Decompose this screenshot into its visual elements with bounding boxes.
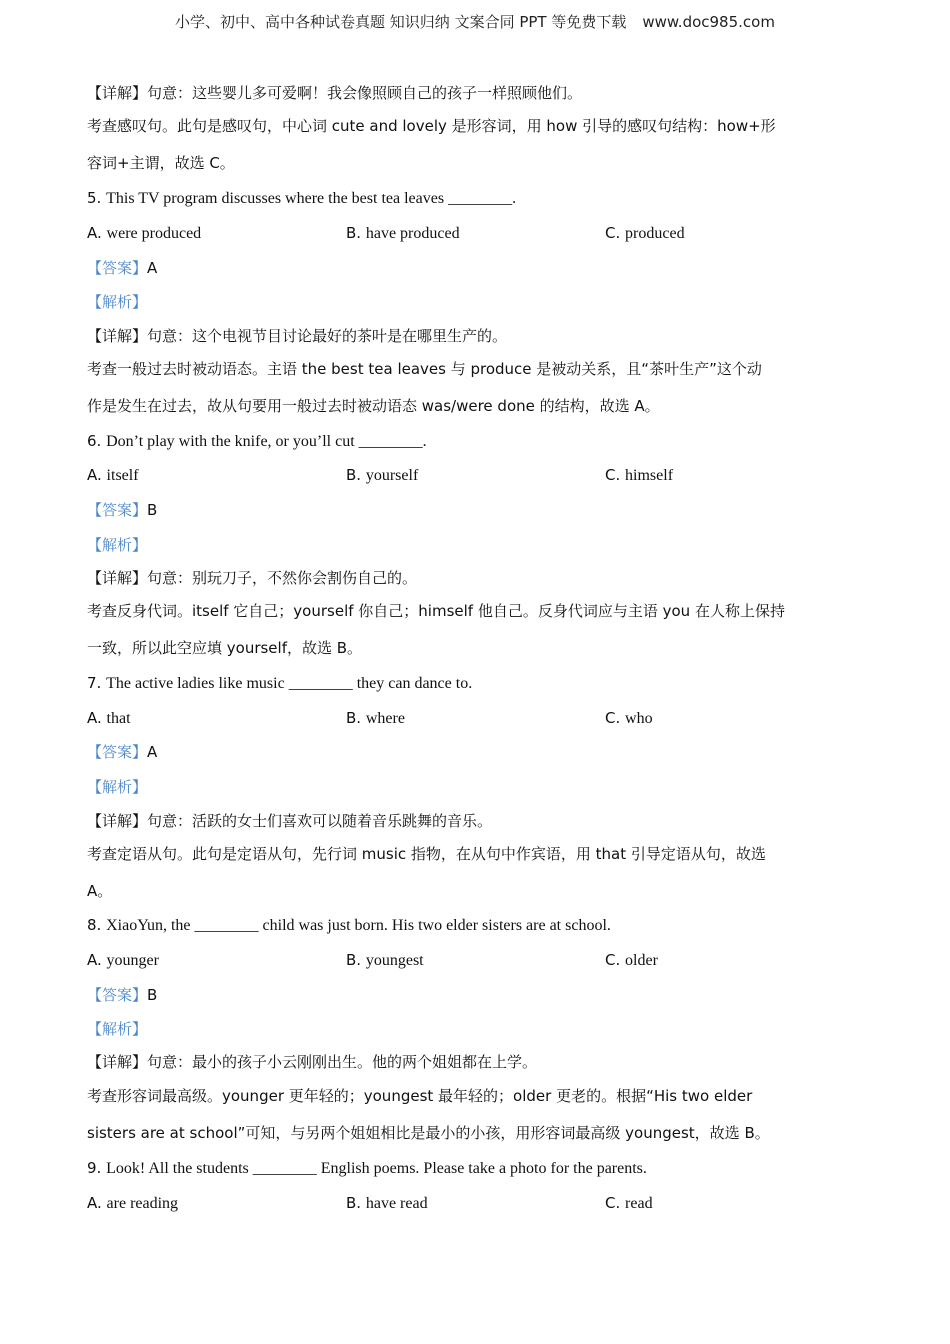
option-letter: A. [87,709,102,727]
option-text: older [625,952,658,969]
option-c [605,708,653,729]
option-letter: B. [346,1194,362,1212]
option-a [87,950,159,971]
option-letter: B. [346,709,362,727]
analysis-label: 【解析】 [87,536,148,554]
option-a [87,223,201,244]
option-letter: C. [605,951,621,969]
option-a [87,1193,178,1214]
question-8 [87,915,611,936]
option-b [346,708,405,729]
detail-text: 句意：这些婴儿多可爱啊！我会像照顾自己的孩子一样照顾他们。 [147,84,583,102]
explain-text: 作是发生在过去，故从句要用一般过去时被动语态 was/were done 的结构，故选 A。 [87,397,660,415]
option-letter: A. [87,466,102,484]
question-text: XiaoYun, the ________ child was just born. His two elder sisters are at school. [106,917,611,934]
header-url[interactable]: www.doc985.com [642,13,775,31]
option-c [605,223,685,244]
option-text: where [365,710,405,727]
detail-text: 句意：活跃的女士们喜欢可以随着音乐跳舞的音乐。 [147,812,493,830]
question-number: 6. [87,432,102,450]
option-text: that [106,710,131,727]
question-text: This TV program discusses where the best tea leaves ________. [106,190,517,207]
explain-text: 考查反身代词。itself 它自己；yourself 你自己；himself 他自己。反身代词应与主语 you 在人称上保持 [87,602,785,620]
explain-line [87,601,785,621]
explain-text: A。 [87,882,113,900]
explain-line [87,396,660,416]
explain-text: 容词+主谓，故选 C。 [87,154,235,172]
explain-line [87,844,766,864]
analysis-label: 【解析】 [87,778,148,796]
explain-line [87,638,362,658]
option-text: are reading [106,1195,179,1212]
analysis-line [87,1019,147,1039]
answer-line [87,985,157,1005]
explain-text: sisters are at school”可知，与另两个姐姐相比是最小的小孩，用形容词最高级 youngest，故选 B。 [87,1124,770,1142]
explain-text: 考查一般过去时被动语态。主语 the best tea leaves 与 produce 是被动关系，且“茶叶生产”这个动 [87,360,762,378]
option-b [346,950,424,971]
answer-label: 【答案】 [87,259,148,277]
explain-line [87,881,112,901]
analysis-line [87,292,147,312]
option-a [87,708,131,729]
answer-label: 【答案】 [87,501,148,519]
option-text: who [625,710,653,727]
option-b [346,465,418,486]
option-letter: B. [346,466,362,484]
option-letter: A. [87,1194,102,1212]
option-text: youngest [365,952,424,969]
page-header [0,11,950,32]
question-text: Look! All the students ________ English poems. Please take a photo for the parents. [106,1160,647,1177]
question-7 [87,673,472,694]
explain-line [87,116,776,136]
option-text: younger [106,952,159,969]
answer-line [87,258,157,278]
question-6 [87,431,427,452]
analysis-line [87,777,147,797]
question-9 [87,1158,647,1179]
option-text: have produced [365,225,460,242]
option-a [87,465,139,486]
detail-text: 句意：这个电视节目讨论最好的茶叶是在哪里生产的。 [147,327,508,345]
detail-label: 【详解】 [87,1053,148,1071]
option-b [346,223,460,244]
detail-text: 句意：最小的孩子小云刚刚出生。他的两个姐姐都在上学。 [147,1053,538,1071]
detail-label: 【详解】 [87,327,148,345]
answer-value: B [147,501,158,519]
question-number: 9. [87,1159,102,1177]
explain-text: 考查形容词最高级。younger 更年轻的；youngest 最年轻的；older 更老的。根据“His two elder [87,1087,753,1105]
detail-line [87,326,507,346]
question-number: 5. [87,189,102,207]
option-c [605,465,673,486]
header-text: 小学、初中、高中各种试卷真题 知识归纳 文案合同 PPT 等免费下载 [175,13,627,31]
question-text: The active ladies like music ________ they can dance to. [106,675,473,692]
option-text: yourself [365,467,419,484]
analysis-label: 【解析】 [87,1020,148,1038]
explain-text: 一致，所以此空应填 yourself，故选 B。 [87,639,363,657]
question-5 [87,188,516,209]
answer-value: B [147,986,158,1004]
explain-line [87,359,762,379]
option-letter: C. [605,466,621,484]
explain-line [87,1123,770,1143]
analysis-line [87,535,147,555]
explain-text: 考查感叹句。此句是感叹句，中心词 cute and lovely 是形容词，用 how 引导的感叹句结构：how+形 [87,117,776,135]
detail-label: 【详解】 [87,84,148,102]
option-text: himself [625,467,674,484]
analysis-label: 【解析】 [87,293,148,311]
answer-label: 【答案】 [87,743,148,761]
option-text: have read [365,1195,428,1212]
option-text: produced [625,225,685,242]
answer-value: A [147,743,158,761]
option-letter: A. [87,224,102,242]
question-text: Don’t play with the knife, or you’ll cut ________. [106,433,427,450]
option-text: itself [106,467,139,484]
detail-line [87,1052,537,1072]
question-number: 7. [87,674,102,692]
option-c [605,1193,653,1214]
explain-text: 考查定语从句。此句是定语从句，先行词 music 指物，在从句中作宾语，用 that 引导定语从句，故选 [87,845,766,863]
option-letter: C. [605,1194,621,1212]
answer-line [87,742,157,762]
option-letter: B. [346,224,362,242]
option-c [605,950,658,971]
option-letter: C. [605,709,621,727]
option-text: read [625,1195,653,1212]
answer-line [87,500,157,520]
option-text: were produced [106,225,202,242]
answer-value: A [147,259,158,277]
detail-line [87,568,417,588]
option-b [346,1193,428,1214]
option-letter: A. [87,951,102,969]
detail-line [87,83,582,103]
detail-line [87,811,492,831]
detail-label: 【详解】 [87,812,148,830]
option-letter: B. [346,951,362,969]
detail-text: 句意：别玩刀子，不然你会割伤自己的。 [147,569,418,587]
explain-line [87,1086,752,1106]
option-letter: C. [605,224,621,242]
question-number: 8. [87,916,102,934]
detail-label: 【详解】 [87,569,148,587]
answer-label: 【答案】 [87,986,148,1004]
explain-line [87,153,235,173]
